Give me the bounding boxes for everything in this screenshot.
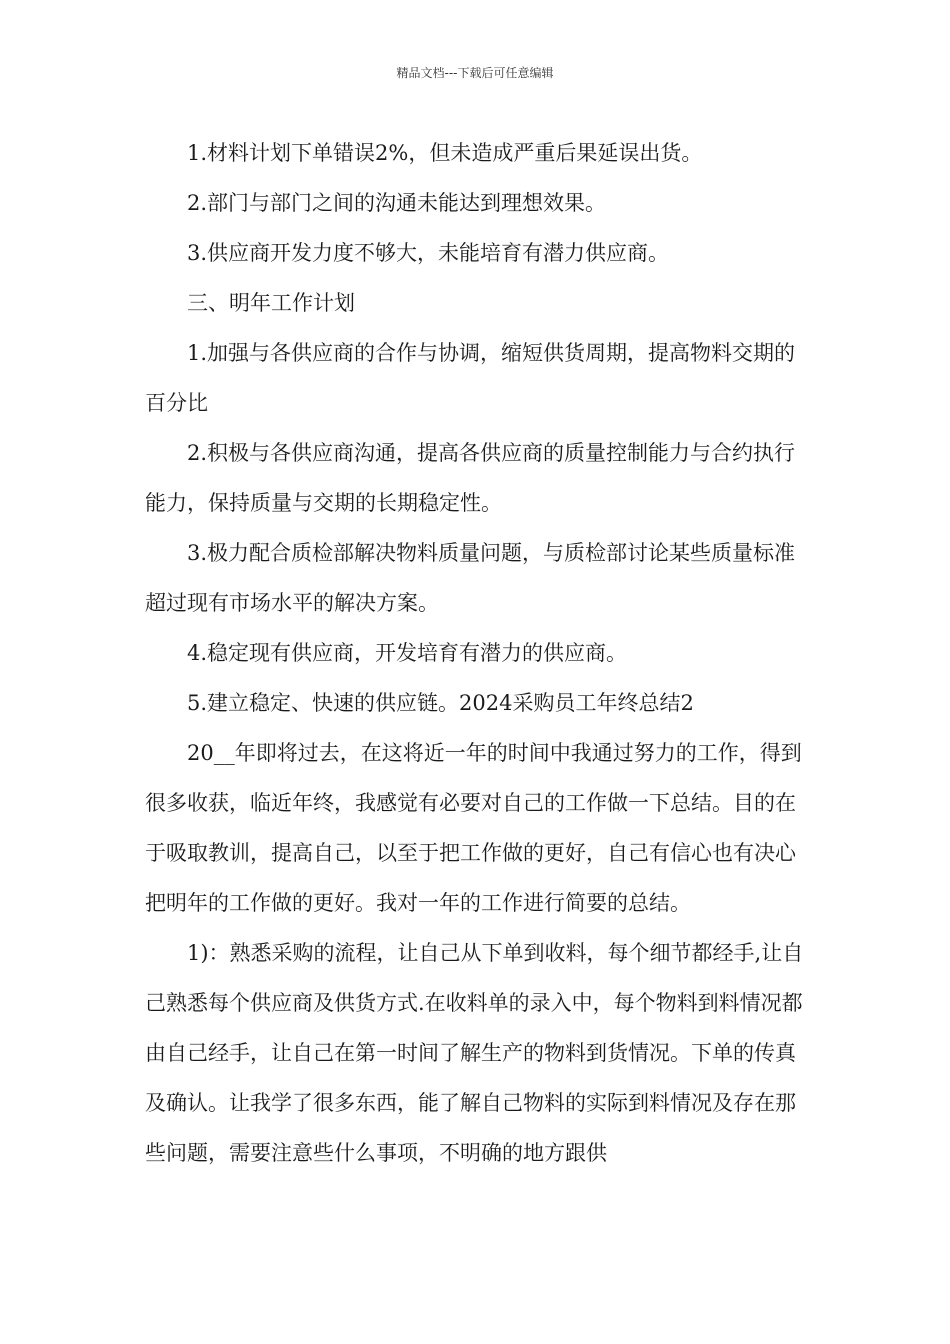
paragraph: 3.极力配合质检部解决物料质量问题，与质检部讨论某些质量标准超过现有市场水平的解决方案。 (145, 541, 796, 615)
paragraph: 2.部门与部门之间的沟通未能达到理想效果。 (187, 191, 607, 215)
section-heading: 三、明年工作计划 (187, 291, 355, 315)
paragraph: 20__年即将过去，在这将近一年的时间中我通过努力的工作，得到很多收获，临近年终，我感觉有必要对自己的工作做一下总结。目的在于吸取教训，提高自己，以至于把工作做的更好，自己有信心也有决心把明年的工作做的更好。我对一年的工作进行简要的总结。 (145, 741, 802, 915)
paragraph: 1)：熟悉采购的流程，让自己从下单到收料，每个细节都经手,让自己熟悉每个供应商及供货方式.在收料单的录入中，每个物料到料情况都由自己经手，让自己在第一时间了解生产的物料到货情况。下单的传真及确认。让我学了很多东西，能了解自己物料的实际到料情况及存在那些问题，需要注意些什么事项，不明确的地方跟供 (145, 941, 804, 1165)
paragraph: 1.材料计划下单错误2%，但未造成严重后果延误出货。 (187, 141, 703, 165)
paragraph: 1.加强与各供应商的合作与协调，缩短供货周期，提高物料交期的百分比 (145, 341, 796, 415)
paragraph: 3.供应商开发力度不够大，未能培育有潜力供应商。 (187, 241, 670, 265)
page-header: 精品文档---下载后可任意编辑 (396, 66, 554, 80)
paragraph: 5.建立稳定、快速的供应链。2024采购员工年终总结2 (187, 691, 694, 715)
paragraph: 2.积极与各供应商沟通，提高各供应商的质量控制能力与合约执行能力，保持质量与交期的长期稳定性。 (145, 441, 796, 515)
document-body (145, 128, 810, 1178)
paragraph: 4.稳定现有供应商，开发培育有潜力的供应商。 (187, 641, 628, 665)
